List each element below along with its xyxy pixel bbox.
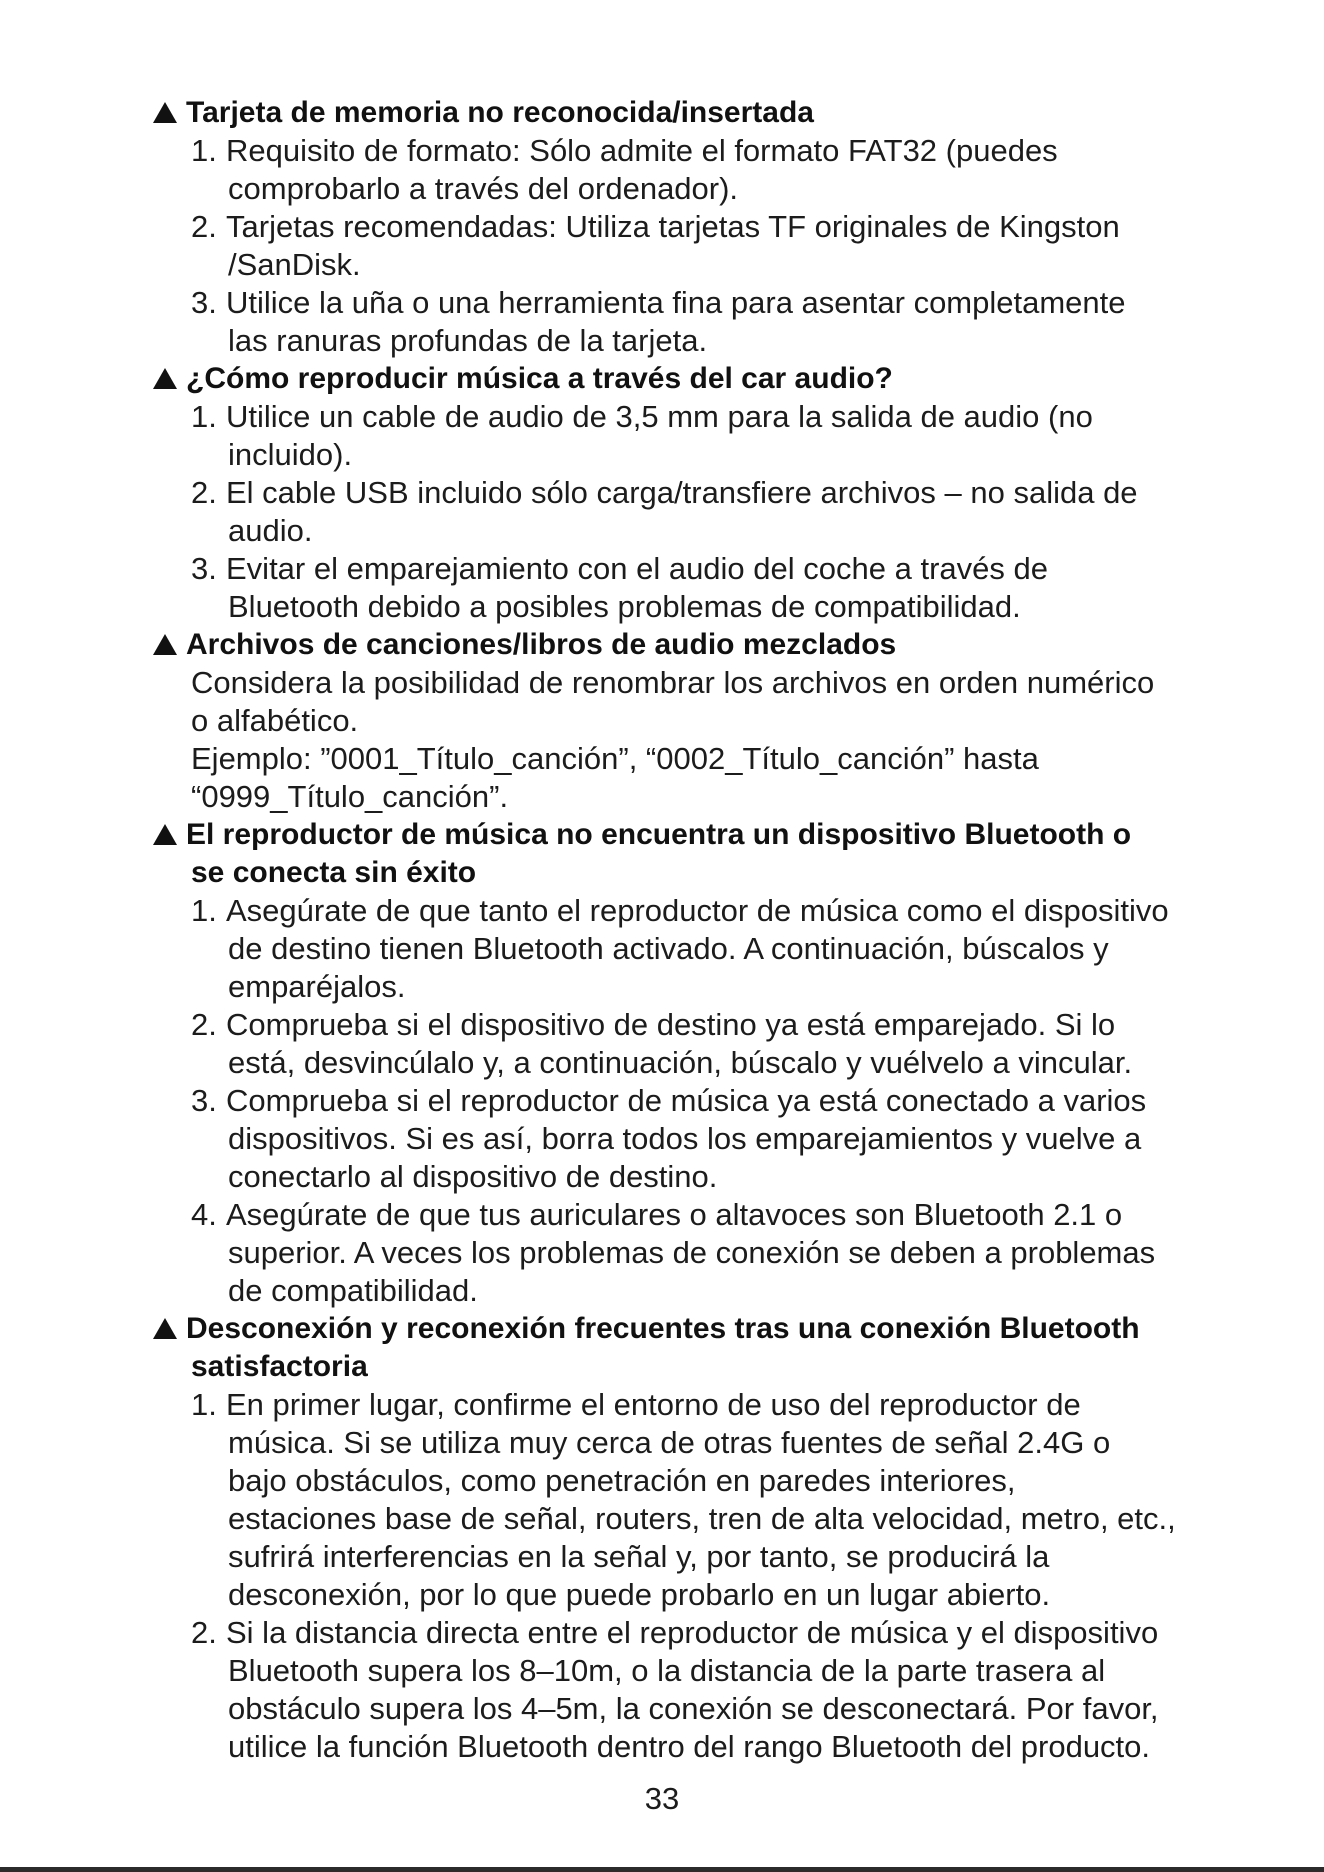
list-item-text: Si la distancia directa entre el reproductor de música y el dispositivo [226,1615,1159,1650]
paragraph [0,664,1324,740]
list-item-text: Asegúrate de que tanto el reproductor de música como el dispositivo [226,893,1169,928]
triangle-bullet-icon [153,824,177,845]
list-item-number: 2. [191,209,217,244]
list-item [0,132,1324,208]
list-item-line [0,284,1324,322]
list-item-number: 2. [191,1615,217,1650]
list-item-line: de destino tienen Bluetooth activado. A continuación, búscalos y [228,931,1109,966]
list-item-number: 3. [191,285,217,320]
section-mixed-files [0,626,1324,816]
paragraph-line: Considera la posibilidad de renombrar los archivos en orden numérico [191,665,1155,700]
list-item-text: En primer lugar, confirme el entorno de uso del reproductor de [226,1387,1081,1422]
list-item-line: incluido). [228,437,353,472]
triangle-bullet-icon [153,634,177,655]
list-item-line [0,132,1324,170]
list-item-line: estaciones base de señal, routers, tren de alta velocidad, metro, etc., [228,1501,1176,1536]
section-heading-text: satisfactoria [191,1350,368,1383]
list-item [0,550,1324,626]
list-item-number: 1. [191,399,217,434]
list-item-number: 3. [191,551,217,586]
list-item-line: utilice la función Bluetooth dentro del rango Bluetooth del producto. [228,1729,1151,1764]
list-item-line: las ranuras profundas de la tarjeta. [228,323,708,358]
section-heading [0,360,1324,398]
list-item [0,398,1324,474]
list-item-line [0,398,1324,436]
list-item-text: Comprueba si el reproductor de música ya está conectado a varios [226,1083,1147,1118]
list-item [0,1386,1324,1614]
list-item [0,1196,1324,1310]
list-item-text: Tarjetas recomendadas: Utiliza tarjetas TF originales de Kingston [226,209,1120,244]
list-item-line [0,474,1324,512]
section-heading [0,626,1324,664]
list-item [0,284,1324,360]
list-item-number: 2. [191,1007,217,1042]
list-item [0,1614,1324,1766]
list-item-number: 3. [191,1083,217,1118]
list-item-text: Comprueba si el dispositivo de destino ya está emparejado. Si lo [226,1007,1116,1042]
document-body [0,94,1324,1766]
list-item-line: emparéjalos. [228,969,406,1004]
section-car-audio [0,360,1324,626]
list-item [0,892,1324,1006]
section-heading [0,1310,1324,1348]
list-item-text: El cable USB incluido sólo carga/transfiere archivos – no salida de [226,475,1138,510]
page-bottom-border [0,1867,1324,1872]
section-heading [0,816,1324,854]
list-item-line: dispositivos. Si es así, borra todos los emparejamientos y vuelve a [228,1121,1142,1156]
section-memory-card [0,94,1324,360]
list-item-line [0,1614,1324,1652]
paragraph-line: “0999_Título_canción”. [191,779,509,814]
section-heading-text: se conecta sin éxito [191,856,477,889]
list-item-number: 1. [191,893,217,928]
triangle-bullet-icon [153,368,177,389]
section-heading-text: Archivos de canciones/libros de audio mezclados [186,628,897,661]
section-heading-text: El reproductor de música no encuentra un dispositivo Bluetooth o [186,818,1132,851]
list-item-line: comprobarlo a través del ordenador). [228,171,739,206]
section-frequent-disconnection [0,1310,1324,1766]
list-item [0,208,1324,284]
list-item-line [0,1196,1324,1234]
paragraph-line: Ejemplo: ”0001_Título_canción”, “0002_Título_canción” hasta [191,741,1039,776]
triangle-bullet-icon [153,1318,177,1339]
section-heading [0,94,1324,132]
list-item-line [0,1082,1324,1120]
list-item-text: Utilice un cable de audio de 3,5 mm para la salida de audio (no [226,399,1093,434]
list-item-line: música. Si se utiliza muy cerca de otras fuentes de señal 2.4G o [228,1425,1111,1460]
list-item [0,1006,1324,1082]
paragraph [0,740,1324,816]
list-item-line [0,1386,1324,1424]
list-item-number: 1. [191,133,217,168]
list-item-line [0,892,1324,930]
list-item-text: Utilice la uña o una herramienta fina para asentar completamente [226,285,1126,320]
section-heading-text: Desconexión y reconexión frecuentes tras una conexión Bluetooth [186,1312,1140,1345]
list-item-line [0,550,1324,588]
section-heading-text: ¿Cómo reproducir música a través del car audio? [186,362,893,395]
list-item-text: Asegúrate de que tus auriculares o altavoces son Bluetooth 2.1 o [226,1197,1123,1232]
list-item-line: bajo obstáculos, como penetración en paredes interiores, [228,1463,1016,1498]
list-item-text: Evitar el emparejamiento con el audio del coche a través de [226,551,1048,586]
list-item-line: desconexión, por lo que puede probarlo en un lugar abierto. [228,1577,1051,1612]
list-item [0,1082,1324,1196]
page-number: 33 [644,1781,680,1816]
list-item-line: superior. A veces los problemas de conexión se deben a problemas [228,1235,1156,1270]
list-item-line: está, desvincúlalo y, a continuación, búscalo y vuélvelo a vincular. [228,1045,1133,1080]
list-item-line: Bluetooth supera los 8–10m, o la distancia de la parte trasera al [228,1653,1106,1688]
list-item-text: Requisito de formato: Sólo admite el formato FAT32 (puedes [226,133,1058,168]
list-item-line: conectarlo al dispositivo de destino. [228,1159,718,1194]
list-item-line: /SanDisk. [228,247,361,282]
list-item-number: 4. [191,1197,217,1232]
list-item-line: de compatibilidad. [228,1273,478,1308]
list-item-line: Bluetooth debido a posibles problemas de compatibilidad. [228,589,1021,624]
list-item-line: sufrirá interferencias en la señal y, por tanto, se producirá la [228,1539,1050,1574]
paragraph-line: o alfabético. [191,703,359,738]
list-item-line [0,208,1324,246]
triangle-bullet-icon [153,102,177,123]
section-bluetooth-not-found [0,816,1324,1310]
section-heading-text: Tarjeta de memoria no reconocida/insertada [186,96,814,129]
list-item-number: 1. [191,1387,217,1422]
list-item-line: audio. [228,513,313,548]
list-item-line: obstáculo supera los 4–5m, la conexión se desconectará. Por favor, [228,1691,1159,1726]
list-item-line [0,1006,1324,1044]
list-item-number: 2. [191,475,217,510]
list-item [0,474,1324,550]
